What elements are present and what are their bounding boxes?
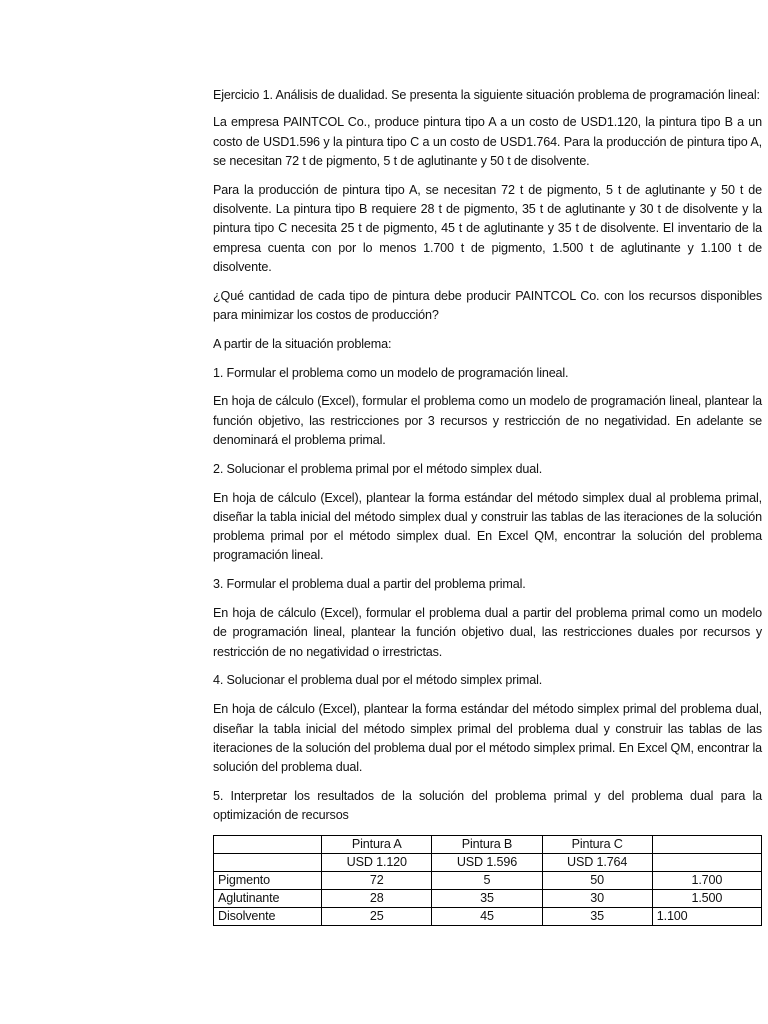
table-cell: 1.700 bbox=[652, 872, 761, 890]
table-cell: 25 bbox=[322, 908, 432, 926]
task-2-heading: 2. Solucionar el problema primal por el método simplex dual. bbox=[213, 461, 543, 476]
table-row bbox=[214, 890, 762, 908]
table-row-label: Aglutinante bbox=[214, 890, 322, 908]
table-cost-row bbox=[214, 854, 762, 872]
table-cell: 30 bbox=[542, 890, 652, 908]
table-cell bbox=[214, 836, 322, 854]
table-header-cell: Pintura B bbox=[432, 836, 542, 854]
table-cell: 45 bbox=[432, 908, 542, 926]
task-3-heading: 3. Formular el problema dual a partir del problema primal. bbox=[213, 577, 526, 592]
paragraph-question: ¿Qué cantidad de cada tipo de pintura debe producir PAINTCOL Co. con los recursos disponibles para minimizar los costos de producción? bbox=[213, 288, 762, 322]
table-cell: 72 bbox=[322, 872, 432, 890]
table-header-cell: Pintura A bbox=[322, 836, 432, 854]
table-row-label: Disolvente bbox=[214, 908, 322, 926]
table-cell: 1.500 bbox=[652, 890, 761, 908]
table-cell bbox=[652, 854, 761, 872]
table-cost-cell: USD 1.120 bbox=[322, 854, 432, 872]
task-4-heading: 4. Solucionar el problema dual por el método simplex primal. bbox=[213, 673, 543, 688]
paragraph-requirements: Para la producción de pintura tipo A, se necesitan 72 t de pigmento, 5 t de aglutinante y 50 t de disolvente. La pintura tipo B requiere 28 t de pigmento, 35 t de aglutinante y 30 t de disolvente y la pintura tipo C necesita 25 t de pigmento, 45 t de aglutinante y 35 t de disolvente. El inventario de la empresa cuenta con por lo menos 1.700 t de pigmento, 1.500 t de aglutinante y 1.100 t de disolvente. bbox=[213, 182, 762, 274]
table-header-cell: Pintura C bbox=[542, 836, 652, 854]
table-cell bbox=[652, 836, 761, 854]
resource-table bbox=[213, 835, 762, 926]
task-1-heading: 1. Formular el problema como un modelo de programación lineal. bbox=[213, 365, 569, 380]
table-row-label: Pigmento bbox=[214, 872, 322, 890]
table-row bbox=[214, 908, 762, 926]
document-page bbox=[213, 86, 762, 926]
table-cell: 5 bbox=[432, 872, 542, 890]
table-cell: 50 bbox=[542, 872, 652, 890]
task-4-description: En hoja de cálculo (Excel), plantear la forma estándar del método simplex primal del problema dual, diseñar la tabla inicial del método simplex primal del problema dual y construir las tablas de las iteraciones de la solución del problema dual por el método simplex primal. En Excel QM, encontrar la solución del problema dual. bbox=[213, 702, 762, 775]
table-cell bbox=[214, 854, 322, 872]
table-cost-cell: USD 1.764 bbox=[542, 854, 652, 872]
table-header-row bbox=[214, 836, 762, 854]
exercise-title: Ejercicio 1. Análisis de dualidad. Se presenta la siguiente situación problema de programación lineal: bbox=[213, 88, 760, 102]
table-cost-cell: USD 1.596 bbox=[432, 854, 542, 872]
paragraph-intro: A partir de la situación problema: bbox=[213, 336, 392, 351]
task-2-description: En hoja de cálculo (Excel), plantear la forma estándar del método simplex dual al problema primal, diseñar la tabla inicial del método simplex dual y construir las tablas de las iteraciones de la solución problema primal por el método simplex dual. En Excel QM, encontrar la solución del problema programación lineal. bbox=[213, 490, 762, 563]
table-cell: 35 bbox=[542, 908, 652, 926]
task-5-heading: 5. Interpretar los resultados de la solución del problema primal y del problema dual para la optimización de recursos bbox=[213, 788, 762, 823]
table-cell: 35 bbox=[432, 890, 542, 908]
table-cell: 1.100 bbox=[652, 908, 761, 926]
task-3-description: En hoja de cálculo (Excel), formular el problema dual a partir del problema primal como un modelo de programación lineal, plantear la función objetivo dual, las restricciones duales por recursos y restricción de no negatividad o irrestrictas. bbox=[213, 606, 762, 659]
table-row bbox=[214, 872, 762, 890]
table-cell: 28 bbox=[322, 890, 432, 908]
task-1-description: En hoja de cálculo (Excel), formular el problema como un modelo de programación lineal, plantear la función objetivo, las restricciones por 3 recursos y restricción de no negatividad. En adelante se denominará el problema primal. bbox=[213, 394, 762, 447]
paragraph-company-costs: La empresa PAINTCOL Co., produce pintura tipo A a un costo de USD1.120, la pintura tipo B a un costo de USD1.596 y la pintura tipo C a un costo de USD1.764. Para la producción de pintura tipo A, se necesitan 72 t de pigmento, 5 t de aglutinante y 50 t de disolvente. bbox=[213, 115, 762, 168]
